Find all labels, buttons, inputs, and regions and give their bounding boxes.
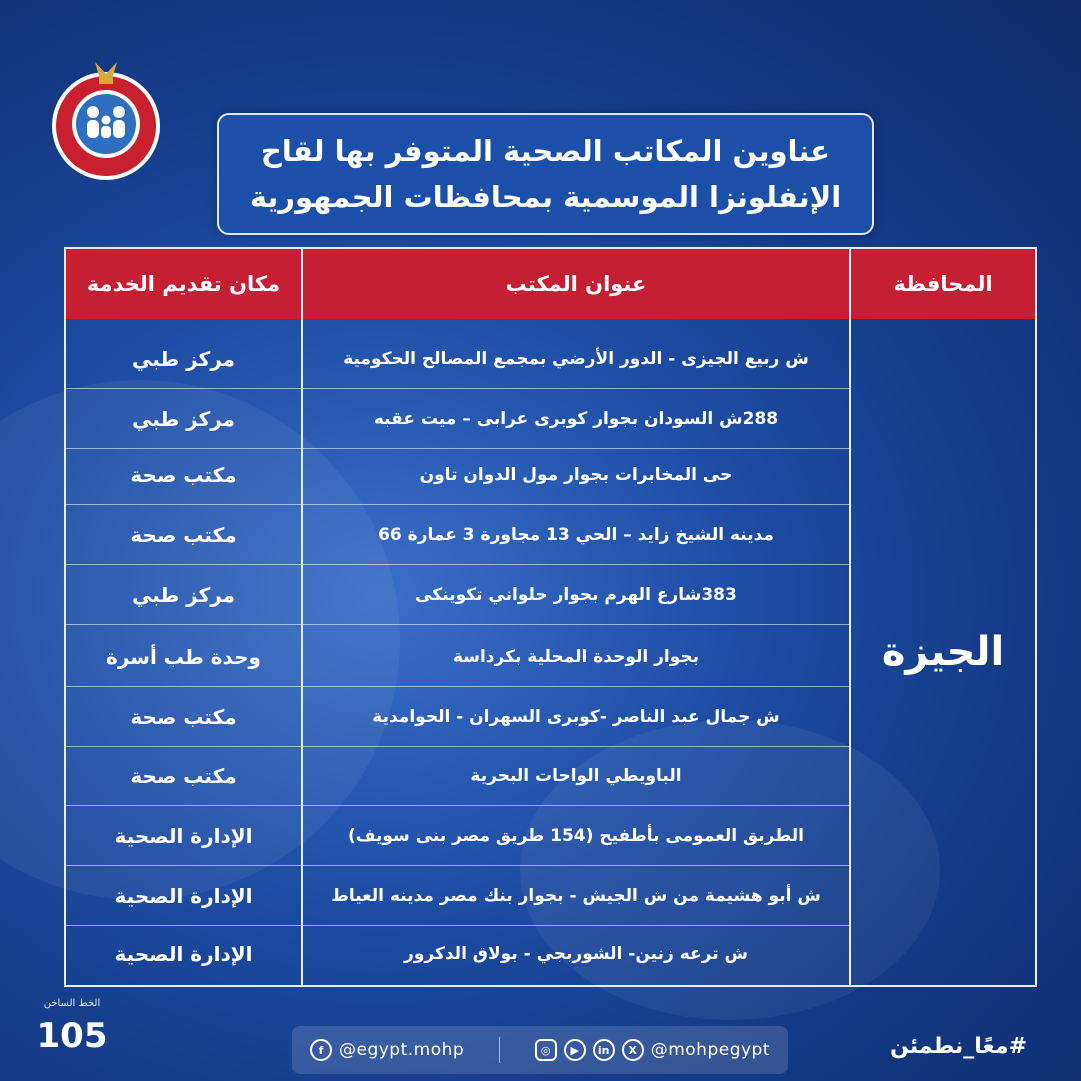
address-cell: 288ش السودان بجوار كوبرى عرابى – ميت عقبه xyxy=(373,409,779,429)
ministry-logo xyxy=(45,60,167,182)
social-bar xyxy=(292,1026,788,1074)
place-cell: الإدارة الصحية xyxy=(114,942,253,966)
facebook-group[interactable] xyxy=(310,1039,464,1061)
hashtag: #معًا_نطمئن xyxy=(890,1034,1027,1059)
place-cell: مكتب صحة xyxy=(130,764,237,788)
header-governorate: المحافظة xyxy=(851,249,1035,319)
place-cell: مركز طبي xyxy=(131,407,236,431)
governorate-cell: الجيزة xyxy=(881,629,1005,675)
place-cell: مكتب صحة xyxy=(130,705,237,729)
address-cell: ش جمال عبد الناصر -كوبرى السهران - الحوامدية xyxy=(372,707,780,727)
address-cell: الطربق العمومى بأطفيح (154 طريق مصر بنى سويف) xyxy=(348,826,804,846)
place-cell: مركز طبي xyxy=(131,347,236,371)
place-cell: وحدة طب أسرة xyxy=(106,645,261,669)
title-line-1: عناوين المكاتب الصحية المتوفر بها لقاح xyxy=(260,134,831,168)
hotline-label: الخط الساخن xyxy=(43,998,101,1009)
social-handle[interactable]: @mohpegypt xyxy=(650,1040,770,1060)
address-cell: حى المخابرات بجوار مول الدوان تاون xyxy=(419,465,733,485)
x-icon[interactable]: X xyxy=(622,1039,644,1061)
instagram-icon[interactable]: ◎ xyxy=(535,1039,557,1061)
facebook-icon[interactable]: f xyxy=(310,1039,332,1061)
social-icons-group xyxy=(535,1039,770,1061)
address-cell: بجوار الوحدة المحلية بكرداسة xyxy=(452,647,700,667)
place-cell: الإدارة الصحية xyxy=(114,824,253,848)
place-cell: مكتب صحة xyxy=(130,523,237,547)
title-line-2: الإنفلونزا الموسمية بمحافظات الجمهورية xyxy=(249,180,842,214)
facebook-handle[interactable]: @egypt.mohp xyxy=(339,1040,465,1060)
address-cell: الباويطي الواحات البحرية xyxy=(470,766,682,786)
address-cell: ش ربيع الجيزى - الدور الأرضي بمجمع المصالح الحكومية xyxy=(343,349,809,369)
place-cell: الإدارة الصحية xyxy=(114,884,253,908)
title-banner xyxy=(217,113,874,235)
header-address: عنوان المكتب xyxy=(303,249,849,319)
address-cell: مدينه الشيخ زايد – الحي 13 مجاورة 3 عمارة 66 xyxy=(378,525,774,545)
offices-table xyxy=(64,247,1037,987)
address-cell: ش ترعه زنين- الشوربجي - بولاق الدكرور xyxy=(404,944,748,964)
address-cell: 383شارع الهرم بجوار حلواني تكوينكى xyxy=(415,585,737,605)
hotline-number: 105 xyxy=(36,1016,108,1056)
linkedin-icon[interactable]: in xyxy=(593,1039,615,1061)
place-cell: مكتب صحة xyxy=(130,463,237,487)
divider xyxy=(499,1037,500,1063)
address-cell: ش أبو هشيمة من ش الجيش - بجوار بنك مصر مدينه العياط xyxy=(331,886,821,906)
place-cell: مركز طبي xyxy=(131,583,236,607)
header-place: مكان تقديم الخدمة xyxy=(66,249,301,319)
youtube-icon[interactable]: ▶ xyxy=(564,1039,586,1061)
